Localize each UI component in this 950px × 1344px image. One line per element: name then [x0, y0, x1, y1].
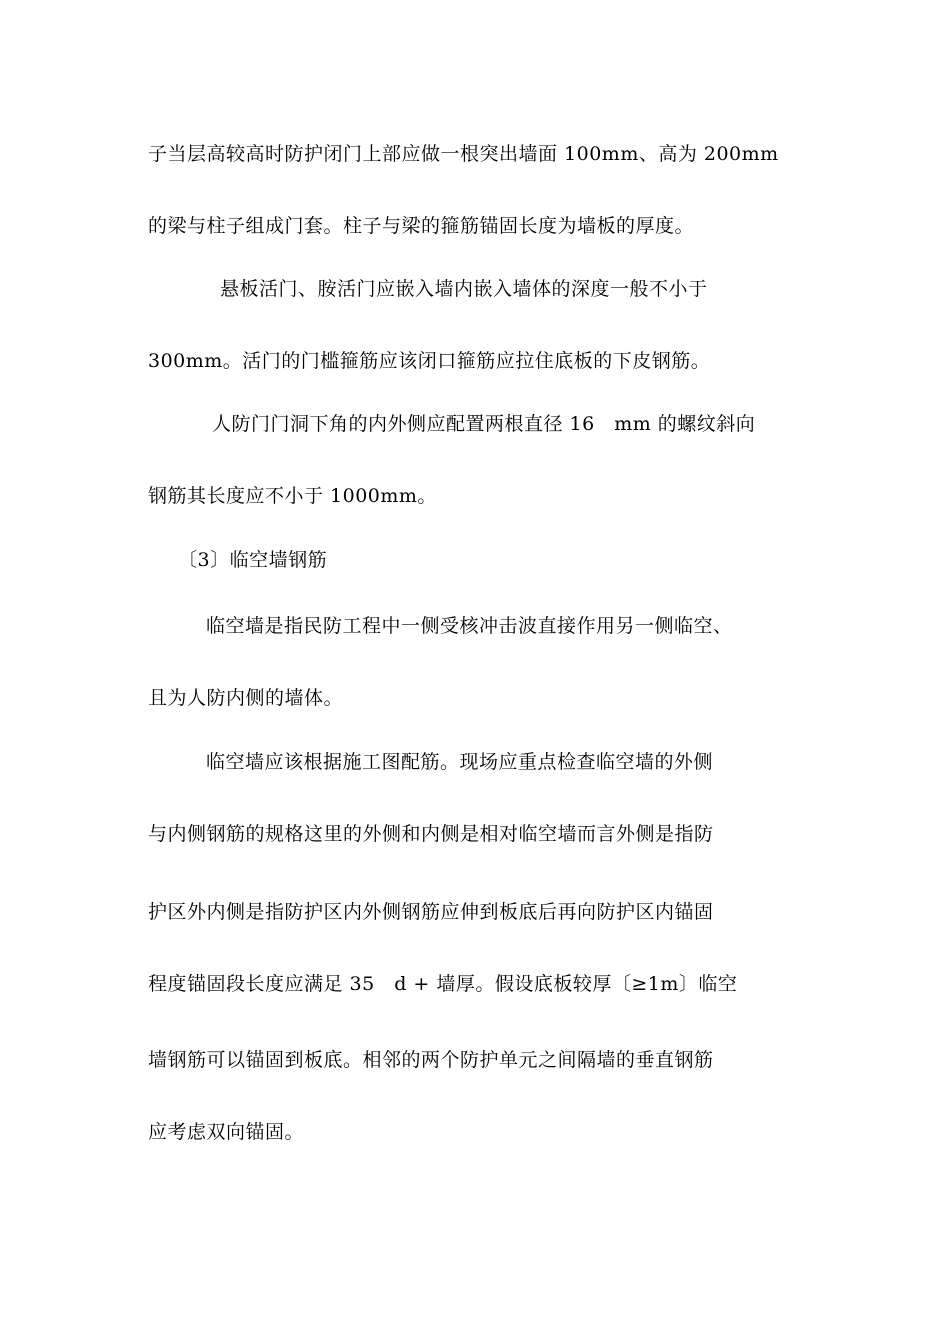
text-line-2: 的梁与柱子组成门套。柱子与梁的箍筋锚固长度为墙板的厚度。 — [148, 215, 695, 237]
text-line-10: 临空墙应该根据施工图配筋。现场应重点检查临空墙的外侧 — [206, 751, 714, 773]
text-line-5: 人防门门洞下角的内外侧应配置两根直径 16 mm 的螺纹斜向 — [212, 413, 756, 435]
text-line-6: 钢筋其长度应不小于 1000mm。 — [148, 485, 437, 507]
text-line-3: 悬板活门、胺活门应嵌入墙内嵌入墙体的深度一般不小于 — [220, 278, 708, 300]
text-line-15: 应考虑双向锚固。 — [148, 1121, 305, 1143]
text-line-13: 程度锚固段长度应满足 35 d + 墙厚。假设底板较厚〔≥1m〕临空 — [148, 973, 738, 995]
text-line-8: 临空墙是指民防工程中一侧受核冲击波直接作用另一侧临空、 — [206, 615, 733, 637]
text-line-1: 子当层高较高时防护闭门上部应做一根突出墙面 100mm、高为 200mm — [148, 143, 779, 165]
text-line-11: 与内侧钢筋的规格这里的外侧和内侧是相对临空墙而言外侧是指防 — [148, 823, 714, 845]
text-line-12: 护区外内侧是指防护区内外侧钢筋应伸到板底后再向防护区内锚固 — [148, 901, 714, 923]
text-line-9: 且为人防内侧的墙体。 — [148, 687, 344, 709]
text-line-4: 300mm。活门的门槛箍筋应该闭口箍筋应拉住底板的下皮钢筋。 — [148, 350, 711, 372]
text-line-14: 墙钢筋可以锚固到板底。相邻的两个防护单元之间隔墙的垂直钢筋 — [148, 1049, 714, 1071]
section-heading: 〔3〕临空墙钢筋 — [178, 549, 328, 571]
